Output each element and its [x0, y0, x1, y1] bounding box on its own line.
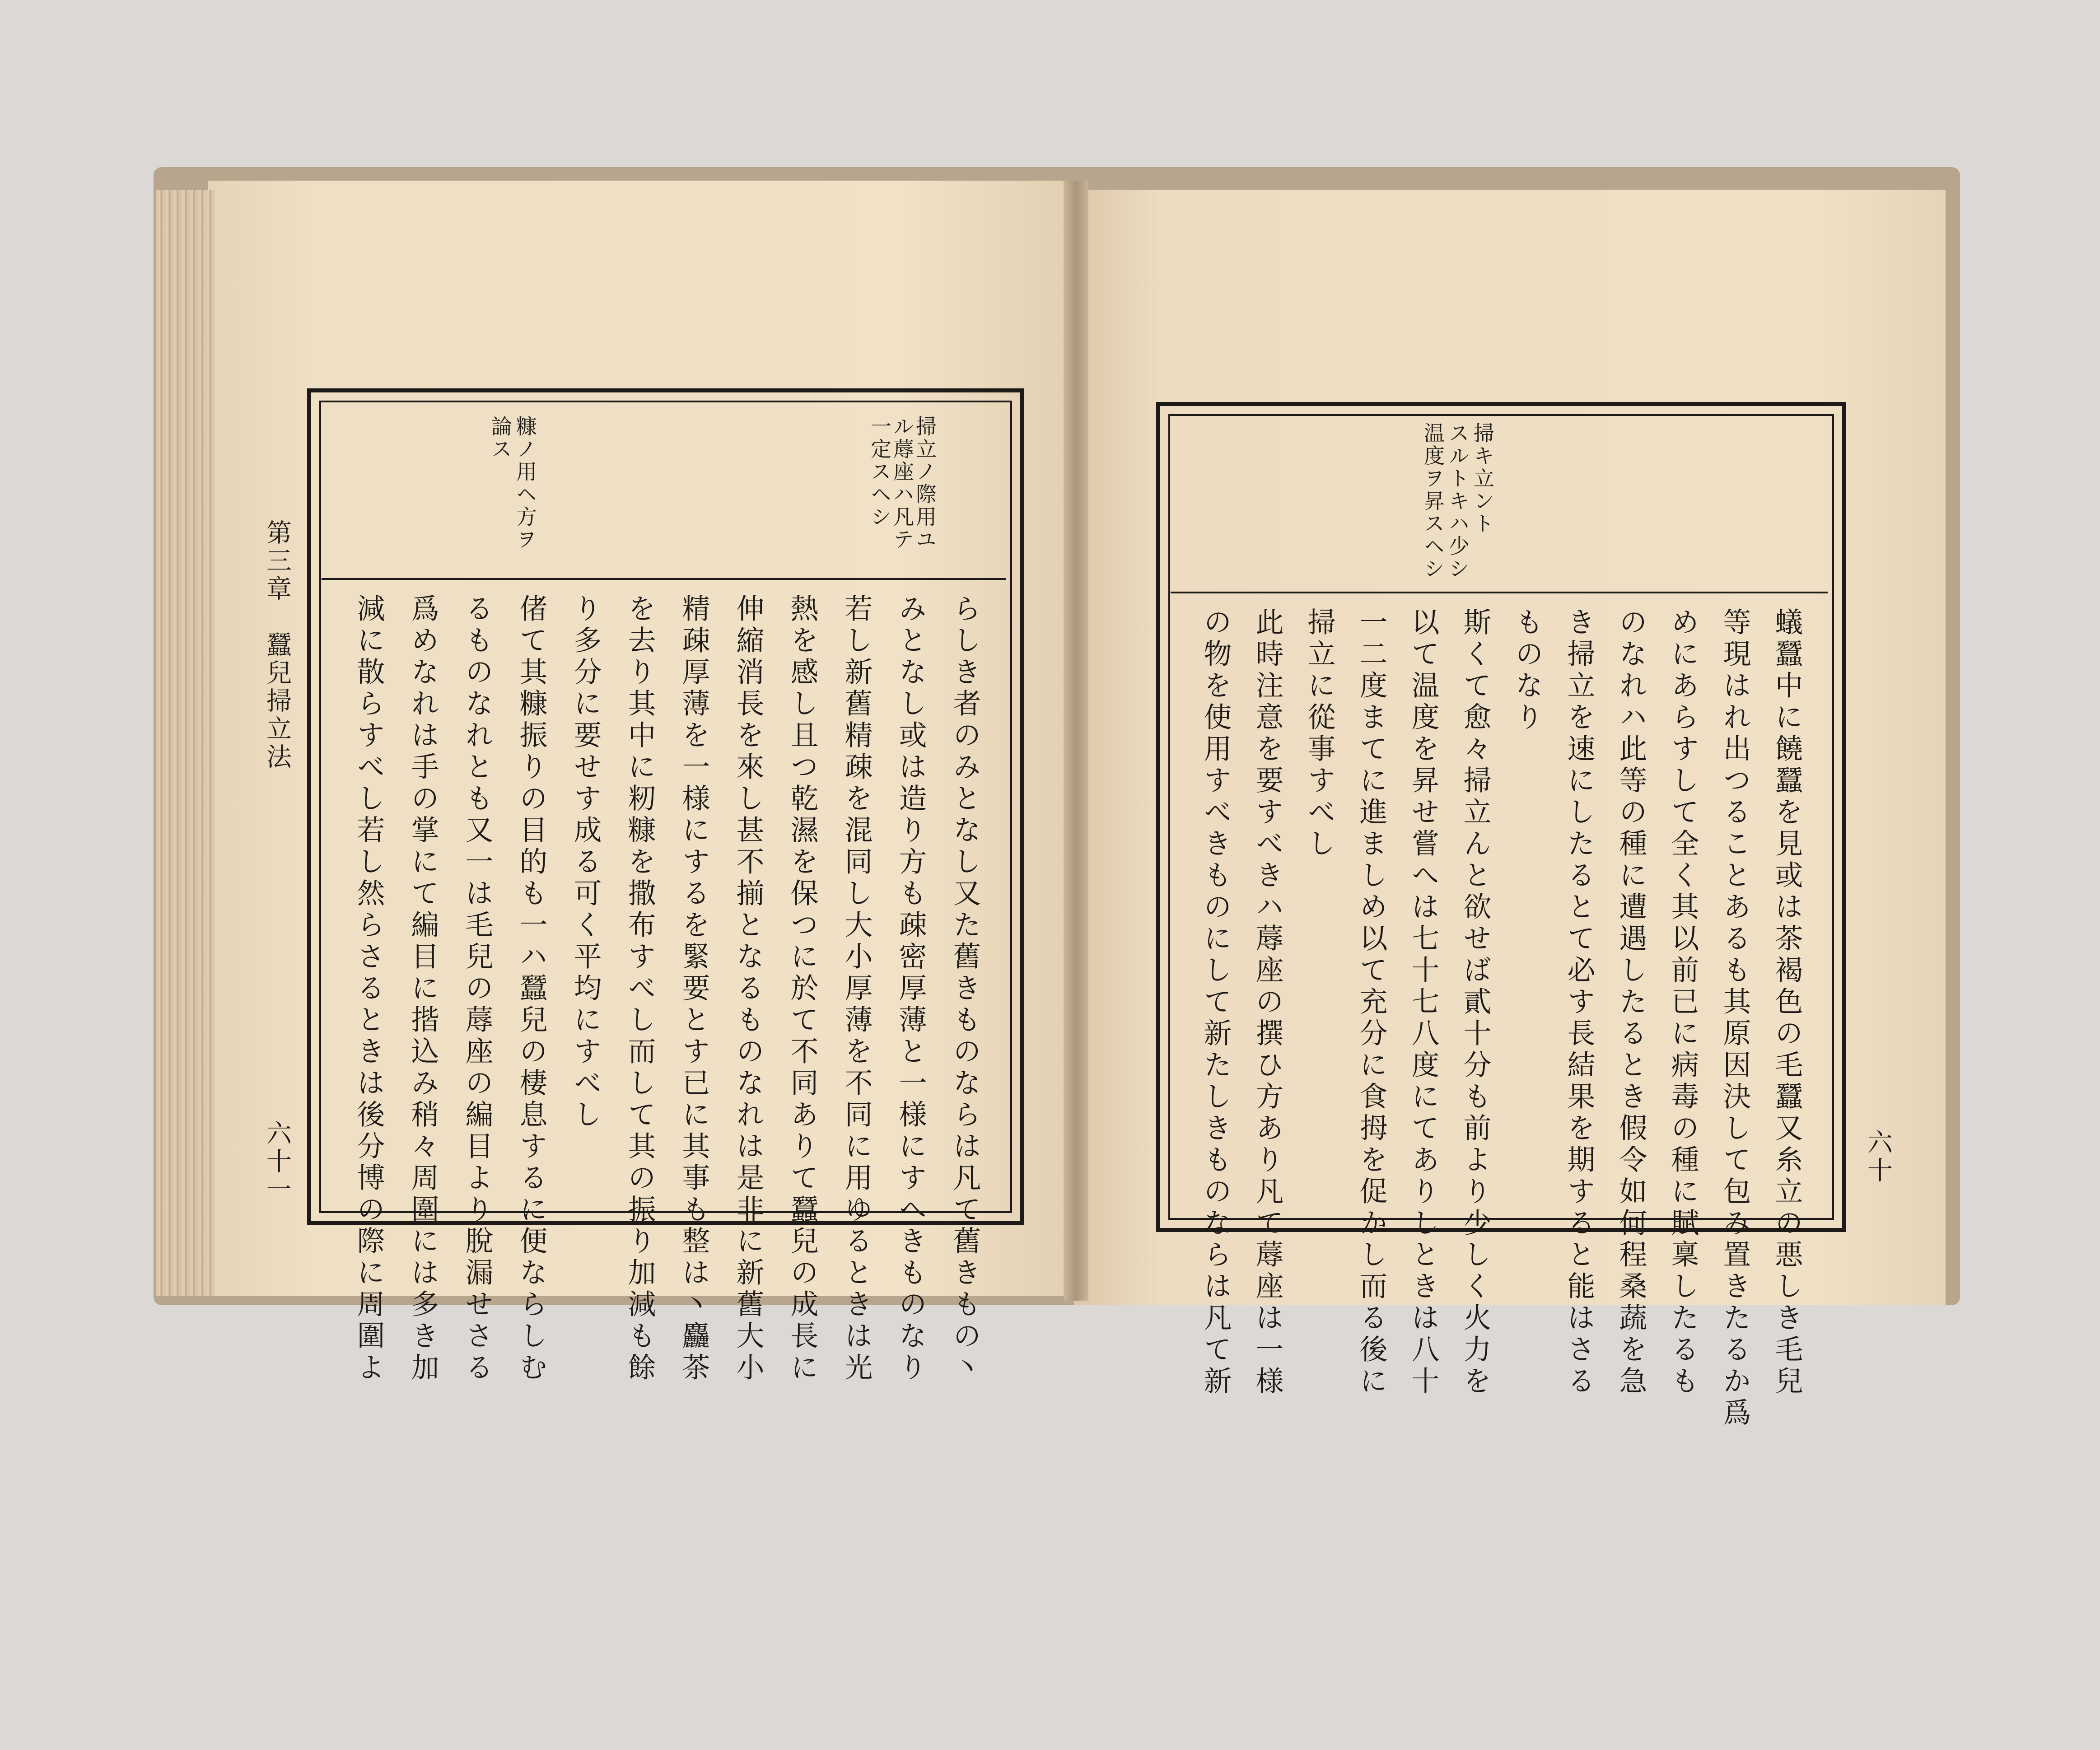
body-text-column: り多分に要せす成る可く平均にすべし	[569, 594, 602, 1131]
body-text-column: 伸縮消長を來し甚不揃となるものなれは是非に新舊大小	[732, 594, 765, 1384]
body-text-column: 偖て其糠振りの目的も一ハ蠶兒の棲息するに便ならしむ	[515, 594, 548, 1384]
body-text-column: 以て温度を昇せ嘗へは七十七八度にてありしときは八十	[1407, 607, 1440, 1398]
body-text-column: 等現はれ出つることあるも其原因決して包み置きたるか爲	[1718, 607, 1751, 1429]
margin-note: 掃キ立ント	[1470, 422, 1495, 535]
body-text-column: 一二度まてに進ましめ以て充分に食拇を促かし而る後に	[1355, 607, 1388, 1398]
body-text-column: 若し新舊精疎を混同し大小厚薄を不同に用ゆるときは光	[840, 594, 873, 1384]
margin-note: スルトキハ少シ	[1446, 422, 1470, 580]
margin-note: 糠ノ用ヘ方ヲ	[513, 415, 537, 551]
body-text-column: 掃立に從事すべし	[1303, 607, 1336, 860]
body-text-column: 此時注意を要すべきハ蓐座の撰ひ方あり凡て蓐座は一様	[1251, 607, 1284, 1398]
margin-note: 掃立ノ際用ユ	[913, 415, 937, 551]
body-text-column: ものなり	[1511, 607, 1544, 734]
body-text-column: の物を使用すべきものにして新たしきものならは凡て新	[1199, 607, 1232, 1398]
body-text-column: き掃立を速にしたるとて必す長結果を期すると能はさる	[1563, 607, 1596, 1398]
note-divider-left	[322, 578, 1006, 580]
body-text-column: 熱を感し且つ乾濕を保つに於て不同ありて蠶兒の成長に	[786, 594, 819, 1384]
body-text-column: るものなれとも又一は毛兒の蓐座の編目より脫漏せさる	[461, 594, 494, 1384]
margin-note: 温度ヲ昇スヘシ	[1421, 422, 1445, 580]
page-number-right: 六十	[1863, 1129, 1893, 1185]
page-edges	[156, 190, 215, 1296]
margin-note: 論ス	[488, 415, 513, 461]
running-header: 第三章 蠶兒掃立法	[262, 519, 292, 771]
margin-note: 一定スヘシ	[868, 415, 892, 528]
margin-note: ル蓐座ハ凡テ	[890, 415, 915, 551]
page-number-left: 六十一	[262, 1120, 292, 1204]
note-divider-right	[1171, 592, 1828, 593]
body-text-column: 斯くて愈々掃立んと欲せば貳十分も前より少しく火力を	[1459, 607, 1492, 1398]
book-gutter	[1064, 181, 1088, 1301]
body-text-column: 爲めなれは手の掌にて編目に揩込み稍々周圍には多き加	[406, 594, 439, 1384]
body-text-column: 蟻蠶中に饒蠶を見或は茶褐色の毛蠶又糸立の悪しき毛兒	[1770, 607, 1803, 1398]
body-text-column: 減に散らすべし若し然らさるときは後分博の際に周圍よ	[352, 594, 385, 1384]
body-text-column: みとなし或は造り方も疎密厚薄と一様にすへきものなり	[894, 594, 927, 1384]
body-text-column: めにあらすして全く其以前已に病毒の種に賦稟したるも	[1666, 607, 1699, 1398]
body-text-column: 精疎厚薄を一様にするを緊要とす已に其事も整は丶麤茶	[677, 594, 710, 1384]
body-text-column: らしき者のみとなし又た舊きものならは凡て舊きもの丶	[948, 594, 981, 1384]
body-text-column: を去り其中に籾糠を撒布すべし而して其の振り加減も餘	[623, 594, 656, 1384]
body-text-column: のなれハ此等の種に遭遇したるとき假令如何程桑蔬を急	[1615, 607, 1647, 1398]
